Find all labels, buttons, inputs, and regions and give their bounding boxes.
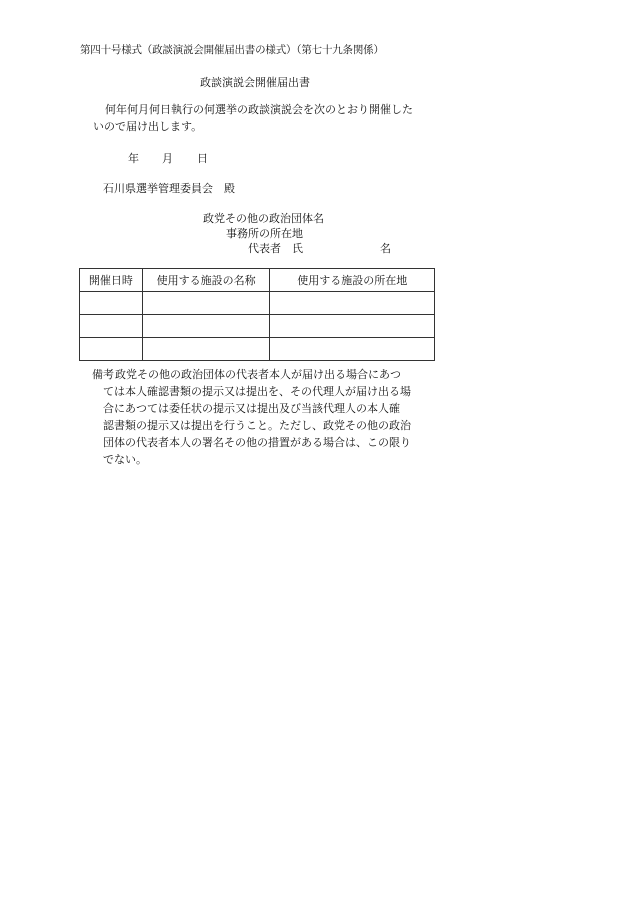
party-name-label: 政党その他の政治団体名 <box>203 212 324 225</box>
table-row <box>80 292 435 315</box>
remark-label: 備考 <box>92 368 114 381</box>
table-cell[interactable] <box>80 338 143 361</box>
table-cell[interactable] <box>142 292 270 315</box>
table-cell[interactable] <box>80 315 143 338</box>
header-datetime: 開催日時 <box>80 269 143 292</box>
intro-line-1: 何年何月何日執行の何選挙の政談演説会を次のとおり開催した <box>105 103 413 116</box>
intro-line-2: いので届け出します。 <box>93 120 203 133</box>
header-facility-address: 使用する施設の所在地 <box>270 269 435 292</box>
schedule-table <box>79 268 435 361</box>
remark-line-6: でない。 <box>103 453 147 466</box>
table-cell[interactable] <box>270 338 435 361</box>
remark-line-2: ては本人確認書類の提示又は提出を、その代理人が届け出る場 <box>103 385 411 398</box>
remark-line-4: 認書類の提示又は提出を行うこと。ただし、政党その他の政治 <box>103 419 411 432</box>
document-title: 政談演説会開催届出書 <box>200 76 310 89</box>
representative-label: 代表者 氏 <box>248 242 303 255</box>
representative-name-suffix: 名 <box>380 242 391 255</box>
header-facility-name: 使用する施設の名称 <box>142 269 270 292</box>
remark-line-3: 合にあつては委任状の提示又は提出及び当該代理人の本人確 <box>103 402 400 415</box>
table-cell[interactable] <box>142 338 270 361</box>
date-month: 月 <box>162 152 173 165</box>
form-header: 第四十号様式（政談演説会開催届出書の様式）（第七十九条関係） <box>80 44 384 56</box>
table-cell[interactable] <box>142 315 270 338</box>
office-address-label: 事務所の所在地 <box>226 227 303 240</box>
table-cell[interactable] <box>270 315 435 338</box>
table-cell[interactable] <box>270 292 435 315</box>
remark-line-5: 団体の代表者本人の署名その他の措置がある場合は、この限り <box>103 436 411 449</box>
remark-line-1: 政党その他の政治団体の代表者本人が届け出る場合にあつ <box>115 368 401 381</box>
table-row <box>80 338 435 361</box>
date-day: 日 <box>197 152 208 165</box>
date-year: 年 <box>128 152 139 165</box>
table-cell[interactable] <box>80 292 143 315</box>
addressee: 石川県選挙管理委員会 殿 <box>103 182 235 195</box>
table-header-row <box>80 269 435 292</box>
table-row <box>80 315 435 338</box>
